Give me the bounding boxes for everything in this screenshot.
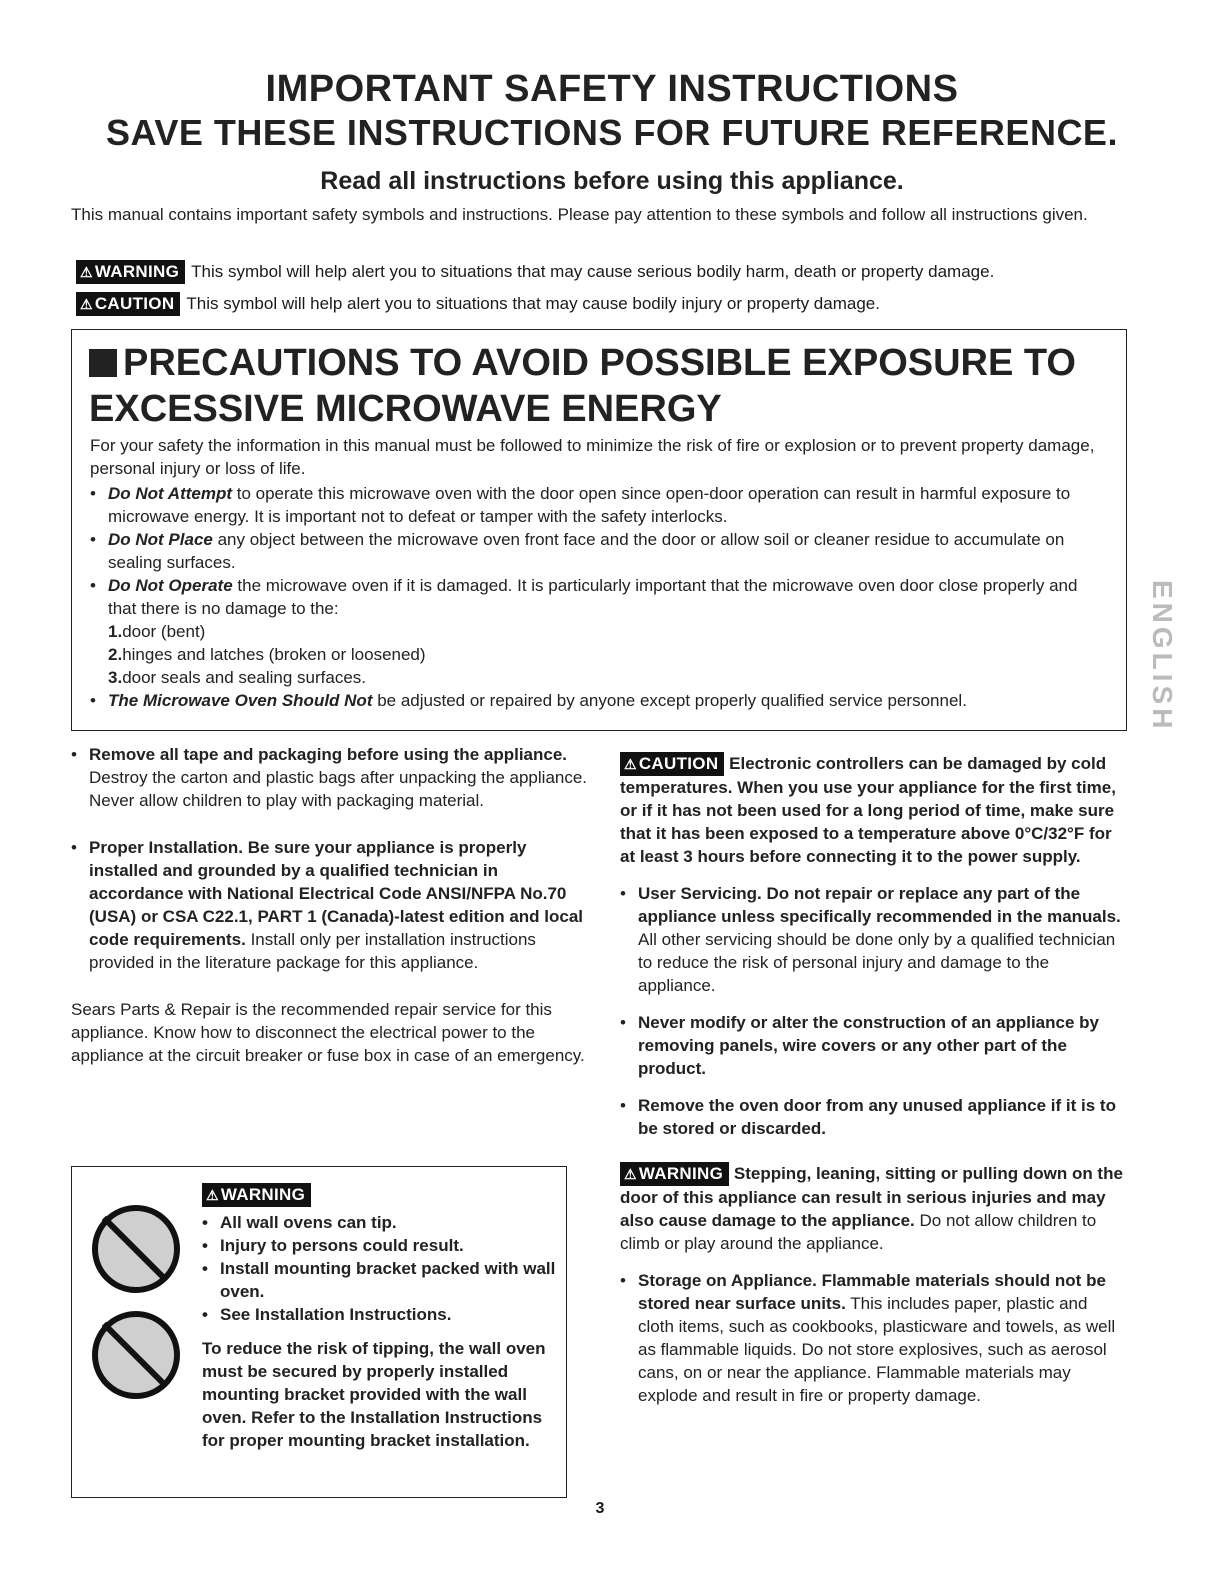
precautions-box xyxy=(71,329,1127,731)
warning-triangle-icon: ⚠ xyxy=(206,1187,219,1203)
warning-legend-text: This symbol will help alert you to situations that may cause serious bodily harm, death or property damage. xyxy=(191,262,995,281)
list-item: • Proper Installation. Be sure your appliance is properly installed and grounded by a qualified technician in accordance with National Electrical Code ANSI/NFPA No.70 (USA) or CSA C22.1, PART 1 (Canada)-latest edition and local code requirements. Install only per installation instructions provided in the literature package for this appliance. xyxy=(71,836,591,974)
list-item: • Remove the oven door from any unused appliance if it is to be stored or discarded. xyxy=(620,1094,1125,1140)
page-title: IMPORTANT SAFETY INSTRUCTIONS xyxy=(265,68,959,110)
list-item: • All wall ovens can tip. xyxy=(202,1211,562,1234)
language-side-tab: ENGLISH xyxy=(1147,580,1178,733)
right-column xyxy=(620,752,1125,1407)
sub-list-item: 2.hinges and latches (broken or loosened) xyxy=(108,645,426,664)
warning-badge: ⚠ WARNING xyxy=(620,1162,729,1186)
list-item: • Never modify or alter the construction of an appliance by removing panels, wire covers or any other part of the product. xyxy=(620,1011,1125,1080)
list-item: • User Servicing. Do not repair or replace any part of the appliance unless specifically recommended in the manuals. All other servicing should be done only by a qualified technician to reduce the risk of personal injury and damage to the appliance. xyxy=(620,882,1125,997)
tipping-hazard-icon xyxy=(92,1311,180,1399)
warning-badge: ⚠ WARNING xyxy=(202,1183,311,1207)
precautions-list xyxy=(90,482,1110,712)
sub-list-item: 3.door seals and sealing surfaces. xyxy=(108,668,366,687)
warning-legend-row xyxy=(76,260,994,284)
list-item: • Do Not Place any object between the microwave oven front face and the door or allow soil or cleaner residue to accumulate on sealing surfaces. xyxy=(90,528,1110,574)
list-item: • Remove all tape and packaging before using the appliance. Destroy the carton and plastic bags after unpacking the appliance. Never allow children to play with packaging material. xyxy=(71,743,591,812)
caution-legend-text: This symbol will help alert you to situations that may cause bodily injury or property damage. xyxy=(186,294,880,313)
caution-triangle-icon: ⚠ xyxy=(624,756,637,772)
read-instructions-heading: Read all instructions before using this appliance. xyxy=(320,167,904,195)
caution-triangle-icon: ⚠ xyxy=(80,296,93,312)
precautions-intro: For your safety the information in this manual must be followed to minimize the risk of fire or explosion or to prevent property damage, personal injury or loss of life. xyxy=(90,436,1095,478)
page-number: 3 xyxy=(595,1500,605,1517)
list-item: • See Installation Instructions. xyxy=(202,1303,562,1326)
list-item: • The Microwave Oven Should Not be adjusted or repaired by anyone except properly qualified service personnel. xyxy=(90,689,1110,712)
tip-over-warning-box xyxy=(71,1166,567,1498)
list-item: • Install mounting bracket packed with wall oven. xyxy=(202,1257,562,1303)
list-item: • Do Not Operate the microwave oven if it is damaged. It is particularly important that the microwave oven door close properly and that there is no damage to the: xyxy=(90,574,1110,620)
sears-paragraph: Sears Parts & Repair is the recommended repair service for this appliance. Know how to disconnect the electrical power to the appliance at the circuit breaker or fuse box in case of an emergency. xyxy=(71,1000,585,1065)
warning-badge: ⚠ WARNING xyxy=(76,260,185,284)
list-item: • Do Not Attempt to operate this microwave oven with the door open since open-door operation can result in harmful exposure to microwave energy. It is important not to defeat or tamper with the safety interlocks. xyxy=(90,482,1110,528)
no-tipping-icon xyxy=(92,1205,180,1293)
list-item: • Injury to persons could result. xyxy=(202,1234,562,1257)
tip-body: To reduce the risk of tipping, the wall oven must be secured by properly installed mounting bracket provided with the wall oven. Refer to the Installation Instructions for proper mounting bracket installation. xyxy=(202,1339,546,1450)
left-column xyxy=(71,743,591,1067)
list-item: • Storage on Appliance. Flammable materials should not be stored near surface units. This includes paper, plastic and cloth items, such as cookbooks, plasticware and towels, as well as flammable liquids. Do not store explosives, such as aerosol cans, on or near the appliance. Flammable materials may explode and result in fire or property damage. xyxy=(620,1269,1125,1407)
caution-badge: ⚠ CAUTION xyxy=(76,292,180,316)
caution-badge: ⚠ CAUTION xyxy=(620,752,724,776)
warning-triangle-icon: ⚠ xyxy=(624,1166,637,1182)
precautions-title: PRECAUTIONS TO AVOID POSSIBLE EXPOSURE TO EXCESSIVE MICROWAVE ENERGY xyxy=(89,342,1076,430)
warning-paragraph: ⚠ WARNING Stepping, leaning, sitting or pulling down on the door of this appliance can result in serious injuries and may also cause damage to the appliance. Do not allow children to climb or play around the appliance. xyxy=(620,1164,1123,1253)
caution-paragraph: ⚠ CAUTION Electronic controllers can be damaged by cold temperatures. When you use your appliance for the first time, or if it has not been used for a long period of time, make sure that it has been exposed to a temperature above 0°C/32°F for at least 3 hours before connecting it to the power supply. xyxy=(620,754,1116,866)
caution-legend-row xyxy=(76,292,880,316)
sub-list-item: 1.door (bent) xyxy=(108,622,206,641)
page-subtitle-save: SAVE THESE INSTRUCTIONS FOR FUTURE REFERENCE. xyxy=(106,112,1118,153)
intro-paragraph: This manual contains important safety symbols and instructions. Please pay attention to these symbols and follow all instructions given. xyxy=(71,205,1088,224)
warning-square-icon xyxy=(89,349,117,377)
tip-bullets xyxy=(202,1211,562,1326)
warning-triangle-icon: ⚠ xyxy=(80,264,93,280)
